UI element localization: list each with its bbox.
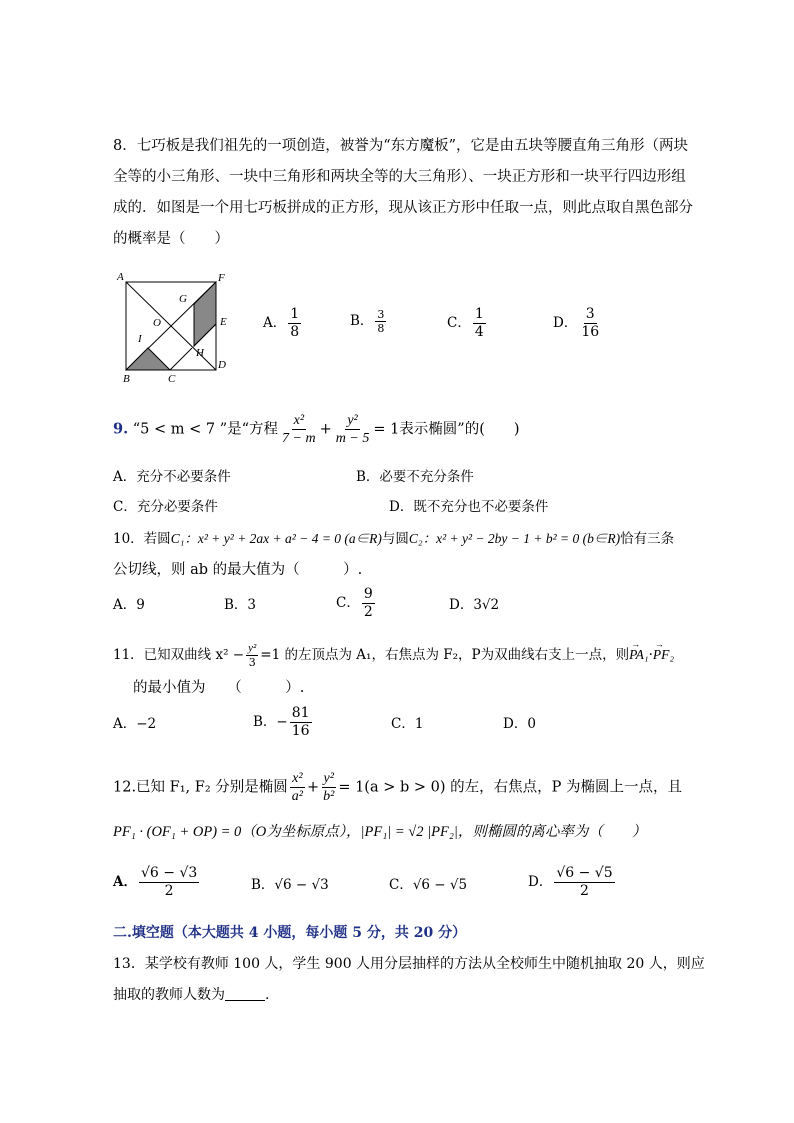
q8-line-4: 的概率是（ ） bbox=[113, 231, 229, 247]
q8-option-c[interactable]: C． $\frac{1}{4}$ bbox=[447, 306, 484, 340]
vector-pf2: → PF₂ bbox=[653, 645, 674, 665]
q10-option-b[interactable]: B．3 bbox=[224, 597, 257, 613]
fig-label-i: I bbox=[138, 333, 142, 345]
q10-option-a[interactable]: A．9 bbox=[113, 597, 145, 613]
fig-label-e: E bbox=[220, 316, 227, 328]
q12-option-c[interactable]: C．√6 − √5 bbox=[389, 877, 468, 893]
q8-line-1: 8．七巧板是我们祖先的一项创造，被誉为“东方魔板”，它是由五块等腰直角三角形（两块 bbox=[113, 138, 689, 154]
tangram-figure bbox=[112, 268, 242, 388]
q11-line-1: 11．已知双曲线 x² − $\frac{\text{y²}}{3}$ =1 的左顶点为 A₁，右焦点为 F₂，P为双曲线右支上一点，则→ PA₁·→ PF₂ bbox=[113, 642, 674, 669]
fig-label-o: O bbox=[153, 317, 161, 329]
q13-line-1: 13．某学校有教师 100 人，学生 900 人用分层抽样的方法从全校师生中随机抽取 20 人，则应 bbox=[113, 956, 705, 972]
q10-option-c[interactable]: C． $\frac{9}{2}$ bbox=[336, 586, 373, 620]
fig-label-c: C bbox=[168, 373, 176, 385]
section-2-title: 二.填空题（本大题共 4 小题，每小题 5 分，共 20 分） bbox=[113, 925, 467, 941]
q11-line-2: 的最小值为 （ ）. bbox=[133, 680, 305, 696]
q11-option-c[interactable]: C．1 bbox=[391, 716, 424, 732]
q8-line-2: 全等的小三角形、一块中三角形和两块全等的大三角形）、一块正方形和一块平行四边形组 bbox=[113, 169, 686, 185]
q12-line-1: 12.已知 F₁, F₂ 分别是椭圆 $\frac{\text{x²}}{\text{a²}}$ + $\frac{\text{y²}}{\text{b²}}$ = 1(a > b > 0) 的左，右焦点，P 为椭圆上一点，且 bbox=[113, 771, 682, 804]
q10-line-2: 公切线，则 ab 的最大值为（ ）. bbox=[113, 562, 363, 578]
fig-label-g: G bbox=[179, 293, 187, 305]
q9-stem: 9. “5 < m < 7 ”是“方程 $\frac{\text{x²}}{7 - m}$ + $\frac{\text{y²}}{m - 5}$ = 1表示椭圆”的( ) bbox=[113, 413, 520, 446]
fig-label-h: H bbox=[196, 347, 204, 359]
fig-label-a: A bbox=[117, 271, 124, 283]
answer-blank[interactable] bbox=[225, 986, 265, 1001]
q9-option-d[interactable]: D．既不充分也不必要条件 bbox=[389, 499, 549, 515]
fig-label-f: F bbox=[218, 272, 225, 284]
vector-pa1: → PA₁ bbox=[629, 645, 648, 665]
q8-line-3: 成的．如图是一个用七巧板拼成的正方形，现从该正方形中任取一点，则此点取自黑色部分 bbox=[113, 200, 693, 216]
q12-option-b[interactable]: B．√6 − √3 bbox=[251, 877, 329, 893]
q8-option-d[interactable]: D． $\frac{3}{16}$ bbox=[553, 306, 600, 340]
q11-option-a[interactable]: A．−2 bbox=[113, 716, 157, 732]
q9-option-b[interactable]: B．必要不充分条件 bbox=[356, 469, 474, 485]
fig-label-d: D bbox=[218, 359, 226, 371]
q9-option-a[interactable]: A．充分不必要条件 bbox=[113, 469, 231, 485]
q12-option-a[interactable]: A． $\frac{√6 - √3}{2}$ bbox=[113, 865, 198, 899]
q11-option-b[interactable]: B．− $\frac{81}{16}$ bbox=[253, 705, 310, 739]
q11-option-d[interactable]: D．0 bbox=[503, 716, 536, 732]
q12-line-2: PF₁ · (OF₁ + OP) = 0（O为坐标原点），|PF₁| = √2 |PF₂|，则椭圆的离心率为（ ） bbox=[113, 824, 647, 840]
q8-option-a[interactable]: A． $\frac{1}{8}$ bbox=[263, 306, 300, 340]
q13-line-2: 抽取的教师人数为 . bbox=[113, 987, 270, 1003]
q10-option-d[interactable]: D．3√2 bbox=[449, 597, 500, 613]
q9-option-c[interactable]: C．充分必要条件 bbox=[113, 499, 218, 515]
q12-option-d[interactable]: D． $\frac{√6 - √5}{2}$ bbox=[528, 865, 613, 899]
q10-line-1: 10．若圆C₁：x² + y² + 2ax + a² − 4 = 0 (a∈R)与圆C₂：x² + y² − 2by − 1 + b² = 0 (b∈R)恰有三条 bbox=[113, 531, 675, 547]
q8-option-b[interactable]: B． $\frac{3}{8}$ bbox=[350, 308, 385, 335]
fig-label-b: B bbox=[123, 373, 130, 385]
